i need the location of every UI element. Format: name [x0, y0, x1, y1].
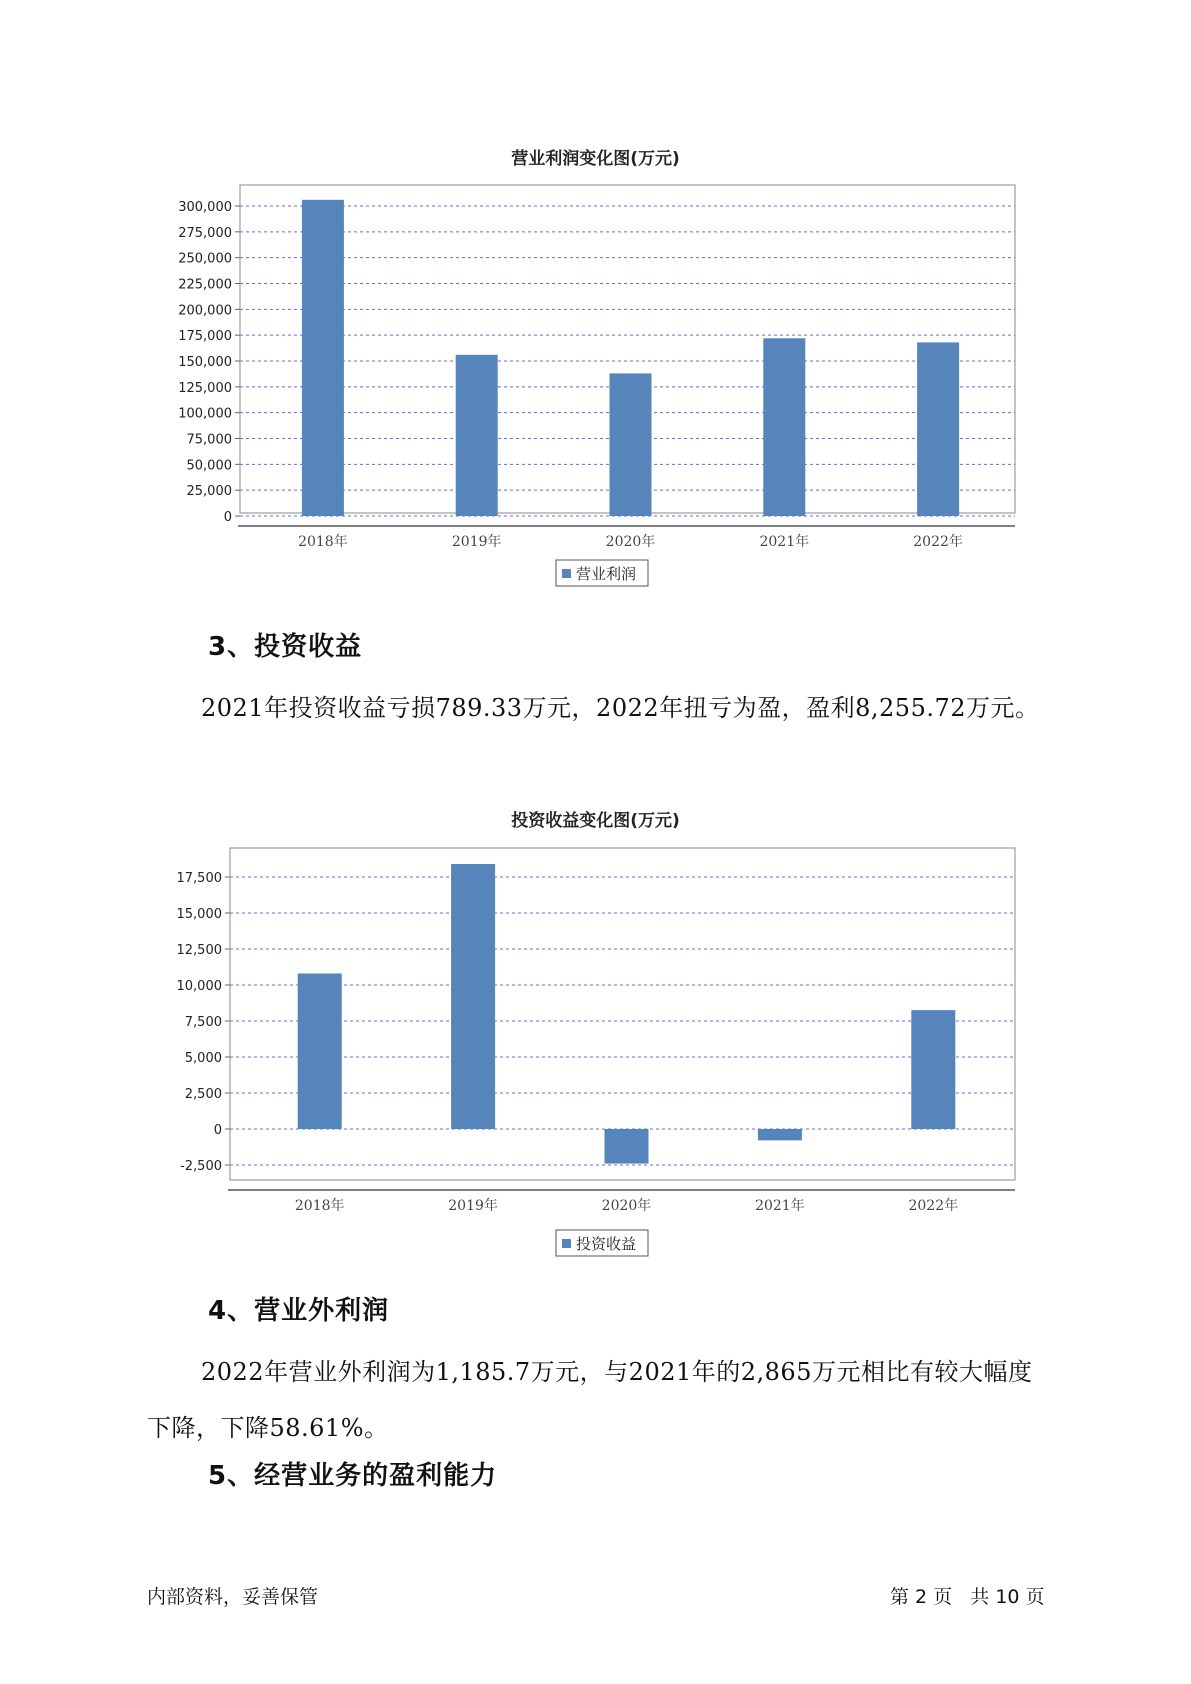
x-tick-label: 2022年: [913, 534, 963, 550]
footer-page-number: 第 2 页 共 10 页: [890, 1586, 1045, 1608]
section-heading-operating-profitability: 5、经营业务的盈利能力: [208, 1461, 498, 1491]
bar-2018年: [298, 973, 342, 1129]
bar-2022年: [911, 1010, 955, 1129]
section-heading-non-operating-profit: 4、营业外利润: [208, 1296, 390, 1326]
bar-2019年: [456, 355, 498, 516]
y-tick-label: 15,000: [176, 907, 222, 922]
legend-swatch: [562, 569, 571, 578]
x-tick-label: 2020年: [605, 534, 656, 550]
investment-income-chart: [0, 840, 1191, 1260]
y-tick-label: 150,000: [178, 355, 232, 370]
legend-swatch: [562, 1239, 571, 1248]
y-tick-label: 0: [213, 1123, 222, 1138]
x-tick-label: 2019年: [448, 1198, 498, 1214]
y-tick-label: 175,000: [178, 329, 232, 345]
y-tick-label: 300,000: [178, 200, 232, 215]
paragraph-non-operating-profit: 2022年营业外利润为1,185.7万元，与2021年的2,865万元相比有较大幅度下降，下降58.61%。: [147, 1358, 1033, 1442]
y-tick-label: -2,500: [180, 1159, 222, 1174]
section-heading-investment-income: 3、投资收益: [208, 632, 363, 662]
x-tick-label: 2021年: [759, 534, 810, 550]
legend-label: 投资收益: [576, 1235, 637, 1253]
bar-2020年: [610, 373, 652, 516]
bar-2021年: [758, 1129, 802, 1140]
x-tick-label: 2018年: [298, 534, 348, 550]
y-tick-label: 0: [223, 510, 232, 525]
y-tick-label: 250,000: [178, 251, 232, 267]
y-tick-label: 5,000: [184, 1051, 222, 1066]
bar-2022年: [917, 342, 959, 516]
y-tick-label: 10,000: [176, 979, 222, 994]
y-tick-label: 200,000: [178, 303, 232, 319]
x-tick-label: 2022年: [908, 1198, 959, 1214]
bar-2018年: [302, 200, 344, 516]
chart-title-operating-profit: 营业利润变化图(万元): [511, 149, 680, 169]
footer-confidential-note: 内部资料，妥善保管: [147, 1586, 319, 1608]
x-tick-label: 2021年: [755, 1198, 805, 1214]
y-tick-label: 12,500: [176, 943, 222, 958]
x-tick-label: 2019年: [451, 534, 502, 550]
bar-2021年: [763, 338, 805, 516]
y-tick-label: 75,000: [186, 432, 232, 448]
x-tick-label: 2018年: [294, 1198, 345, 1214]
bar-2020年: [605, 1129, 649, 1164]
y-tick-label: 2,500: [184, 1087, 222, 1102]
y-tick-label: 100,000: [178, 406, 232, 422]
y-tick-label: 17,500: [176, 871, 222, 886]
y-tick-label: 25,000: [186, 484, 232, 500]
legend: [556, 1230, 648, 1256]
y-tick-label: 275,000: [178, 225, 232, 241]
chart-title-investment-income: 投资收益变化图(万元): [511, 811, 680, 831]
bar-2019年: [451, 864, 495, 1129]
y-tick-label: 225,000: [178, 277, 232, 293]
y-tick-label: 50,000: [186, 458, 232, 474]
y-tick-label: 7,500: [184, 1015, 222, 1030]
y-tick-label: 125,000: [178, 380, 232, 396]
x-tick-label: 2020年: [601, 1198, 652, 1214]
legend-label: 营业利润: [576, 565, 637, 583]
operating-profit-chart: [0, 180, 1191, 620]
legend: [556, 560, 648, 586]
paragraph-investment-income: 2021年投资收益亏损789.33万元，2022年扭亏为盈，盈利8,255.72万元。: [201, 694, 1040, 722]
